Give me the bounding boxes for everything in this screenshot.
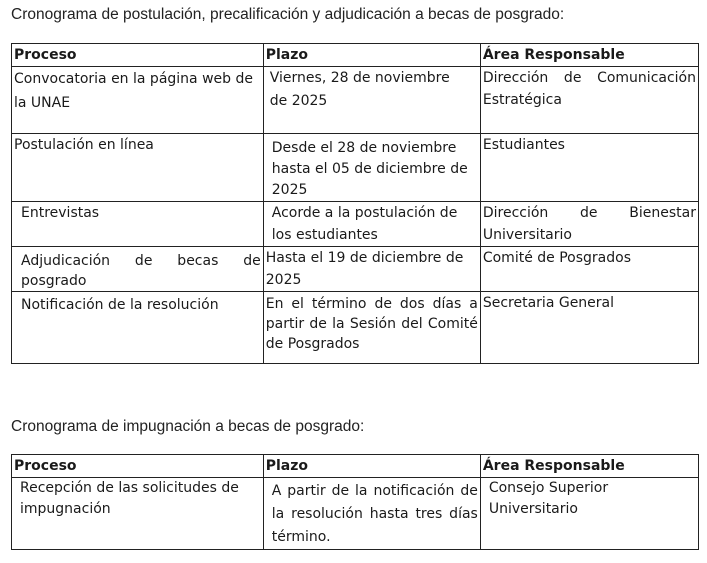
area-text: Dirección de Bienestar Universitario: [482, 205, 696, 243]
area-text: Secretaria General: [482, 295, 615, 311]
table-row: [12, 134, 699, 202]
schedule-title-postulacion: Cronograma de postulación, precalificación y adjudicación a becas de posgrado:: [11, 6, 565, 23]
table-row: [12, 292, 699, 364]
schedule-title-impugnacion: Cronograma de impugnación a becas de posgrado:: [11, 418, 365, 435]
area-text: Consejo Superior Universitario: [488, 480, 609, 517]
cell-plazo: [263, 202, 480, 247]
area-text: Dirección de Comunicación Estratégica: [482, 70, 696, 108]
plazo-text: A partir de la notificación de la resolución hasta tres días término.: [271, 483, 478, 545]
cell-proceso: [12, 202, 264, 247]
plazo-text: Acorde a la postulación de los estudiantes: [271, 205, 458, 243]
cell-area: [480, 134, 698, 202]
table-row: [12, 247, 699, 292]
table-row: [12, 67, 699, 134]
plazo-text: En el término de dos días a partir de la Sesión del Comité de Posgrados: [265, 296, 478, 352]
cell-plazo: [263, 247, 480, 292]
cell-area: [480, 202, 698, 247]
schedule-table-impugnacion: [11, 454, 699, 550]
plazo-text: Viernes, 28 de noviembre de 2025: [269, 70, 450, 109]
table-row: [12, 202, 699, 247]
area-text: Estudiantes: [482, 137, 565, 153]
cell-proceso: [12, 247, 264, 292]
table-header-row: [12, 44, 699, 67]
area-text: Comité de Posgrados: [482, 250, 631, 266]
schedule-table-postulacion: [11, 43, 699, 364]
cell-area: [480, 247, 698, 292]
proceso-text: Notificación de la resolución: [21, 297, 219, 313]
cell-proceso: [12, 67, 264, 134]
proceso-text: Recepción de las solicitudes de impugnación: [20, 480, 239, 517]
header-plazo: Plazo: [263, 455, 480, 478]
cell-proceso: [12, 292, 264, 364]
cell-plazo: [263, 292, 480, 364]
header-proceso: Proceso: [12, 44, 264, 67]
table-row: [12, 478, 699, 550]
proceso-text: Entrevistas: [21, 205, 100, 221]
proceso-text: Convocatoria en la página web de la UNAE: [14, 71, 253, 111]
header-area-responsable: Área Responsable: [480, 455, 698, 478]
cell-plazo: [263, 67, 480, 134]
header-plazo: Plazo: [263, 44, 480, 67]
proceso-text: Adjudicación de becas de posgrado: [21, 253, 261, 289]
cell-proceso: [12, 478, 264, 550]
table-header-row: [12, 455, 699, 478]
plazo-text: Desde el 28 de noviembre hasta el 05 de diciembre de 2025: [271, 140, 468, 198]
cell-proceso: [12, 134, 264, 202]
plazo-text: Hasta el 19 de diciembre de 2025: [265, 250, 464, 288]
header-area-responsable: Área Responsable: [480, 44, 698, 67]
cell-area: [480, 67, 698, 134]
cell-plazo: [263, 478, 480, 550]
header-proceso: Proceso: [12, 455, 264, 478]
cell-plazo: [263, 134, 480, 202]
cell-area: [480, 292, 698, 364]
proceso-text: Postulación en línea: [14, 137, 154, 153]
cell-area: [480, 478, 698, 550]
